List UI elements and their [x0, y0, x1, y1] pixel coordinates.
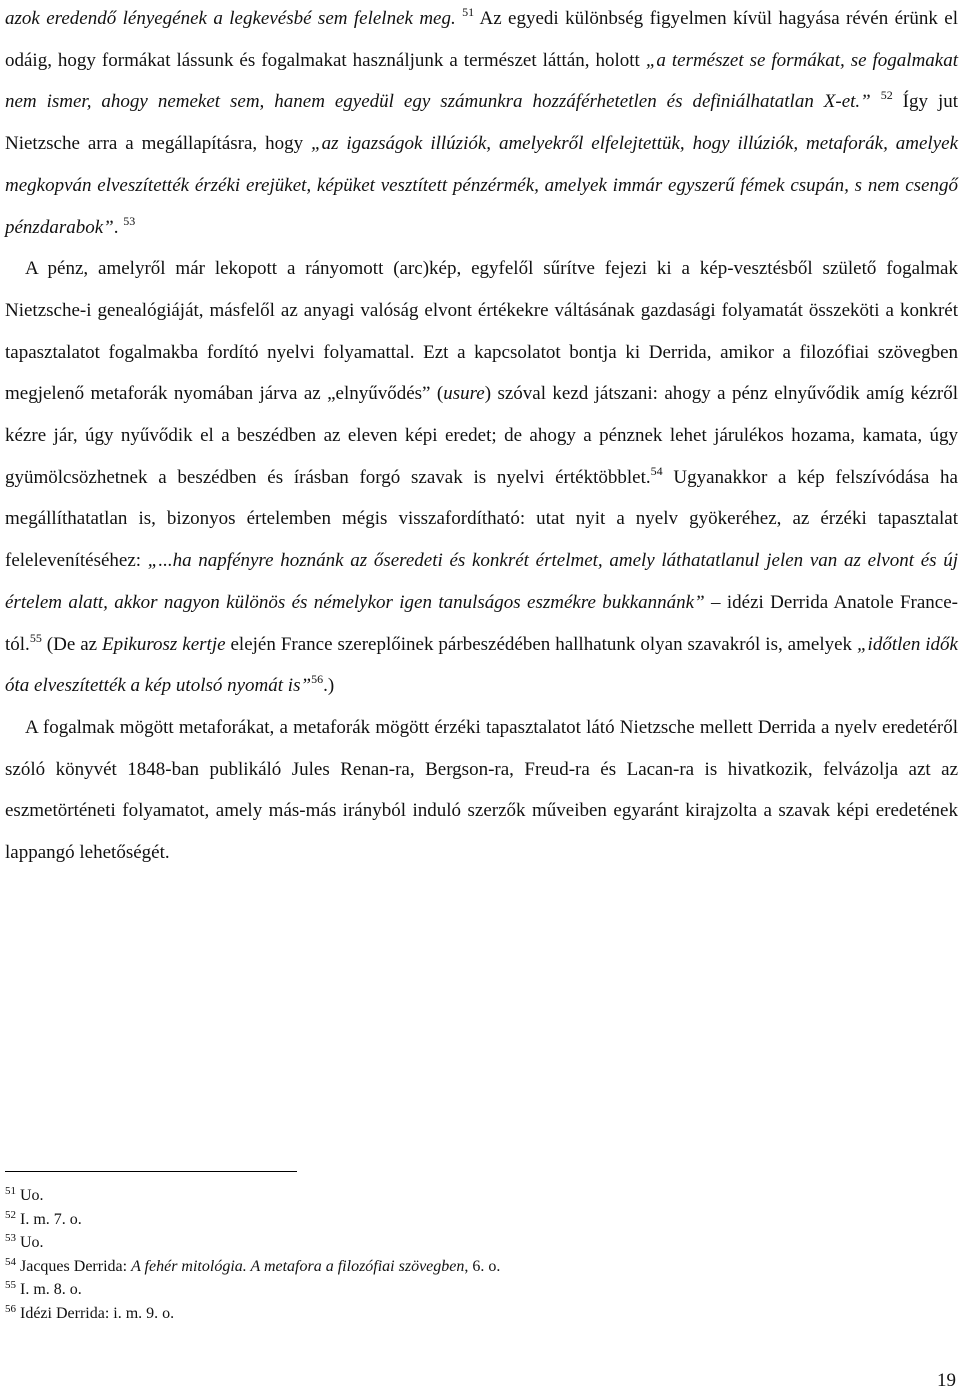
paragraph-1	[5, 0, 958, 248]
body-span: A pénz, amelyről már lekopott a rányomott (arc)kép, egyfelől sűrítve fejezi ki a kép-vesztésből születő fogalmak Nietzsche-i genealógiáját, másfelől az anyagi valóság elvont értékekre váltásának gazdasági folyamatát összeköti a konkrét tapasztalatot fogalmakba fordító nyelvi folyamattal. Ezt a kapcsolatot bontja ki Derrida, amikor a filozófiai szövegben megjelenő metaforák nyomában járva az „elnyűvődés” (	[5, 258, 958, 405]
footnote-number: 51	[5, 1185, 16, 1197]
body-span: ) szóval kezd játszani: ahogy a pénz elnyűvődik amíg kézről kézre jár, úgy nyűvődik el a beszédben az eleven képi eredet; de ahogy a pénznek lehet járulékos hozama, kamata, úgy gyümölcsözhetnek a beszédben és írásban forgó szavak is nyelvi értéktöbblet.	[5, 383, 958, 488]
footnote-number: 55	[5, 1279, 16, 1291]
footnote-book-title: A fehér mitológia. A metafora a filozófiai szövegben	[131, 1257, 465, 1275]
footnote-ref-52[interactable]: 52	[880, 88, 893, 103]
page-number: 19	[937, 1370, 956, 1391]
paragraph-2	[5, 248, 958, 707]
paragraph-3	[5, 707, 958, 874]
footnote-number: 54	[5, 1255, 16, 1268]
footnote-ref-56[interactable]: 56	[311, 672, 324, 687]
quote-text: „...ha napfényre hoznánk az őseredeti és konkrét értelmet, amely láthatatlanul jelen van az elvont és új értelem alatt, akkor nagyon különös és némelykor igen tanulságos eszmékre bukkannánk”	[5, 550, 958, 613]
footnote-55	[5, 1278, 905, 1302]
footnote-ref-54[interactable]: 54	[650, 463, 663, 478]
footnote-text: Uo.	[16, 1234, 44, 1251]
body-span: .	[113, 216, 124, 238]
footnote-number: 56	[5, 1302, 16, 1315]
document-page	[5, 0, 958, 874]
quote-text: „időtlen idők óta elveszítették a kép utolsó nyomát is”	[5, 633, 958, 697]
footnote-number: 52	[5, 1208, 16, 1221]
footnote-52	[5, 1208, 905, 1232]
footnote-51	[5, 1184, 905, 1208]
book-title: Epikurosz kertje	[102, 633, 226, 655]
footnote-text: Uo.	[16, 1187, 44, 1204]
footnote-54	[5, 1255, 905, 1279]
body-span: Ugyanakkor a kép felszívódása ha megállíthatatlan is, bizonyos értelemben mégis visszafordítható: utat nyit a nyelv gyökeréhez, az érzéki tapasztalat felelevenítéséhez:	[5, 466, 958, 572]
italic-term: usure	[443, 383, 485, 405]
quote-text: „az igazságok illúziók, amelyekről elfelejtettük, hogy illúziók, metaforák, amelyek megkopván elveszítették érzéki erejüket, képüket vesztített pénzérmék, amelyek immár egyszerű fémek csupán, s nem csengő pénzdarabok”	[5, 133, 959, 238]
body-text	[5, 0, 958, 874]
footnote-text: Jacques Derrida:	[16, 1257, 132, 1275]
footnote-ref-51[interactable]: 51	[462, 5, 475, 19]
footnotes	[5, 1184, 905, 1325]
footnote-ref-55[interactable]: 55	[29, 630, 42, 645]
body-span: A fogalmak mögött metaforákat, a metaforák mögött érzéki tapasztalatot látó Nietzsche mellett Derrida a nyelv eredetéről szóló könyvét 1848-ban publikáló Jules Renan-ra, Bergson-ra, Freud-ra és Lacan-ra is hivatkozik, felvázolja azt az eszmetörténeti folyamatot, amely más-más irányból induló szerzők műveiben egyaránt kirajzolta a szavak képi eredetének lappangó lehetőségét.	[5, 716, 958, 864]
body-span: elején France szereplőinek párbeszédében hallhatunk olyan szavakról is, amelyek	[225, 633, 857, 655]
footnote-text: I. m. 8. o.	[16, 1281, 82, 1298]
footnote-53	[5, 1231, 905, 1255]
body-span: Az egyedi különbség figyelmen kívül hagyása révén érünk el odáig, hogy formákat lássunk és fogalmakat használjunk a természet láttán, holott	[5, 8, 958, 71]
footnote-ref-53[interactable]: 53	[123, 213, 136, 228]
footnote-separator	[5, 1171, 297, 1172]
body-span: Így jut Nietzsche arra a megállapításra, hogy	[5, 91, 958, 155]
body-span: – idézi Derrida Anatole France-tól.	[5, 591, 959, 655]
footnote-number: 53	[5, 1232, 16, 1244]
footnote-text: I. m. 7. o.	[16, 1210, 82, 1228]
quote-text: azok eredendő lényegének a legkevésbé sem felelnek meg.	[5, 8, 463, 29]
footnote-text: , 6. o.	[464, 1257, 501, 1275]
body-span: (De az	[41, 633, 103, 655]
footnote-56	[5, 1302, 905, 1326]
footnote-text: Idézi Derrida: i. m. 9. o.	[16, 1304, 175, 1322]
quote-text: „a természet se formákat, se fogalmakat nem ismer, ahogy nemeket sem, hanem egyedül egy számunkra hozzáférhetetlen és definiálhatatlan X-et.”	[5, 49, 959, 113]
body-span: .)	[323, 675, 335, 697]
